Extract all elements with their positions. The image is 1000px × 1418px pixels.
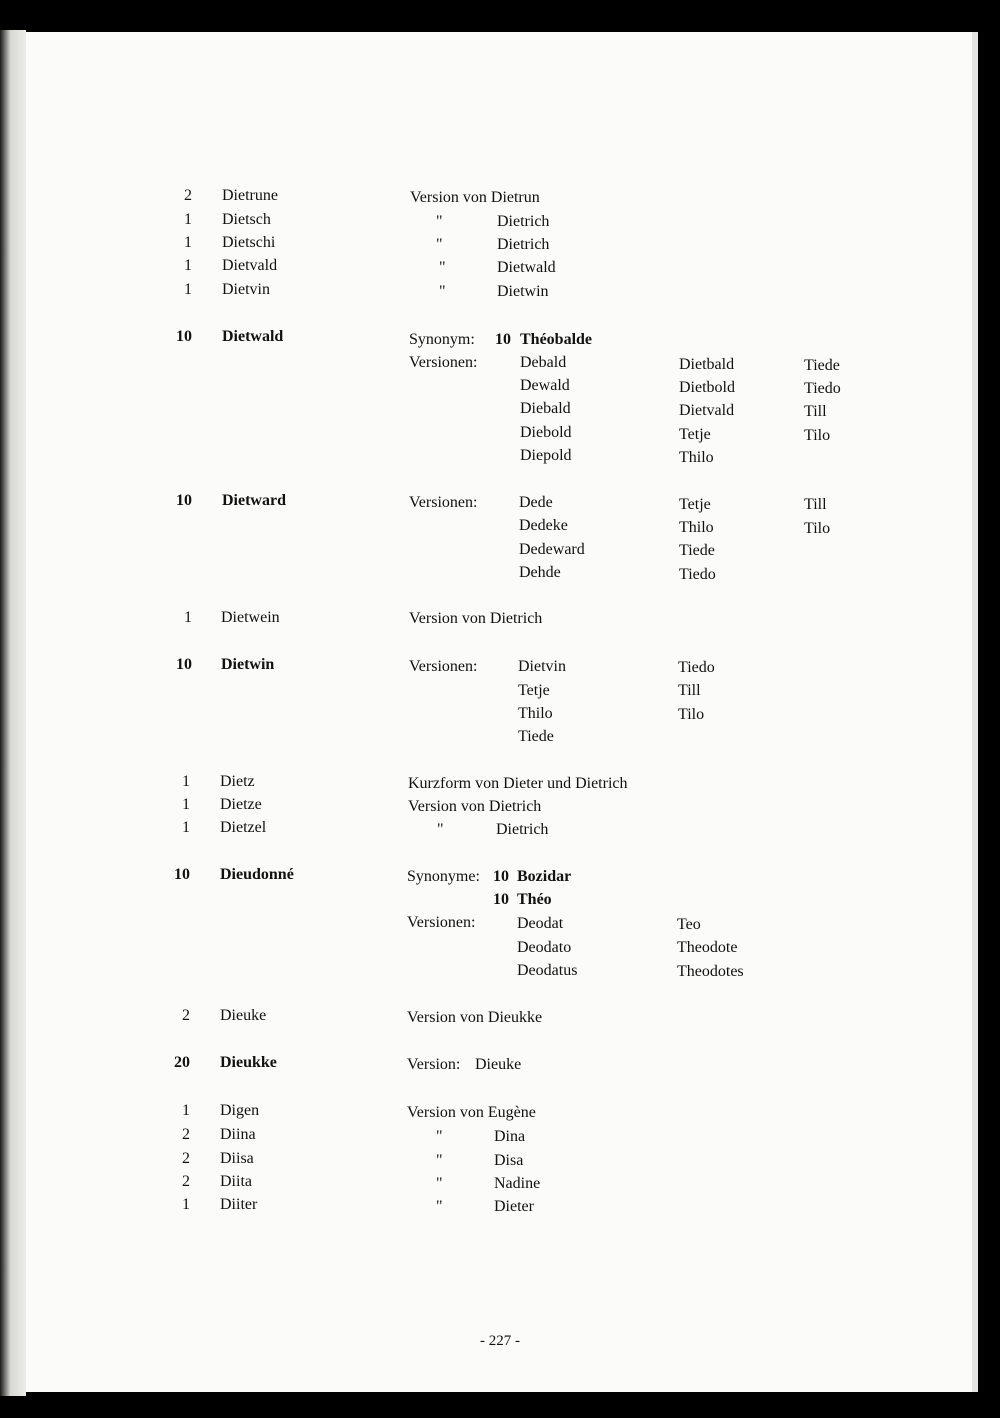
- version-name: Thilo: [518, 705, 553, 722]
- entry-count: 2: [182, 1150, 190, 1167]
- version-name: Till: [804, 496, 827, 513]
- version-name: Theodote: [677, 939, 738, 956]
- version-name: Tetje: [518, 682, 550, 699]
- entry-relation: Version von Dietrich: [408, 798, 542, 815]
- page-right-edge: [972, 32, 978, 1392]
- versions-label: Versionen:: [407, 914, 476, 931]
- version-name: Diebold: [520, 424, 572, 441]
- ditto-mark: ": [436, 213, 443, 230]
- version-name: Tiede: [518, 728, 554, 745]
- version-name: Deodat: [517, 915, 564, 932]
- version-name: Dewald: [520, 377, 570, 394]
- version-name: Deodatus: [517, 962, 578, 979]
- entry-name: Dieuke: [220, 1007, 267, 1024]
- version-name: Tiedo: [679, 566, 716, 583]
- entry-count: 2: [182, 1126, 190, 1143]
- entry-reference: Nadine: [494, 1175, 541, 1192]
- version-name: Diebald: [520, 400, 571, 417]
- entry-name: Digen: [220, 1102, 260, 1119]
- versions-label: Versionen:: [409, 494, 478, 511]
- version-name: Dede: [519, 494, 553, 511]
- version-name: Deodato: [517, 939, 572, 956]
- synonym-count: 10: [493, 868, 509, 885]
- entry-reference: Dieter: [494, 1198, 534, 1215]
- entry-relation: Version:: [407, 1056, 461, 1073]
- ditto-mark: ": [436, 1175, 443, 1192]
- ditto-mark: ": [439, 283, 446, 300]
- entry-name: Diita: [220, 1173, 252, 1190]
- entry-count: 1: [184, 281, 192, 298]
- version-name: Thilo: [679, 519, 714, 536]
- version-name: Tilo: [804, 427, 831, 444]
- synonym-count: 10: [495, 331, 511, 348]
- version-name: Tiede: [679, 542, 715, 559]
- version-name: Tetje: [679, 426, 711, 443]
- entry-relation: Version von Eugène: [407, 1104, 536, 1121]
- entry-name: Dietwald: [222, 328, 284, 345]
- entry-name: Dietwein: [221, 609, 280, 626]
- version-name: Till: [804, 403, 827, 420]
- entry-relation: Version von Dieukke: [407, 1009, 543, 1026]
- entry-name: Diina: [220, 1126, 256, 1143]
- entry-count: 1: [182, 796, 190, 813]
- entry-count: 1: [182, 773, 190, 790]
- entry-name: Diisa: [220, 1150, 254, 1167]
- version-name: Dietbold: [679, 379, 735, 396]
- ditto-mark: ": [436, 236, 443, 253]
- entry-name: Dietvin: [222, 281, 270, 298]
- entry-count: 10: [176, 492, 192, 509]
- entry-count: 2: [182, 1173, 190, 1190]
- entry-relation: Version von Dietrich: [409, 610, 543, 627]
- entry-count: 1: [184, 609, 192, 626]
- entry-count: 1: [182, 1196, 190, 1213]
- version-name: Dietvin: [518, 658, 566, 675]
- entry-count: 10: [174, 866, 190, 883]
- entry-name: Dietsch: [222, 211, 271, 228]
- version-name: Dehde: [519, 564, 561, 581]
- entry-name: Dietwin: [221, 656, 275, 673]
- entry-name: Dietvald: [222, 257, 278, 274]
- ditto-mark: ": [436, 1152, 443, 1169]
- entry-name: Dietze: [220, 796, 262, 813]
- entry-reference: Dietrich: [497, 236, 550, 253]
- entry-reference: Dietrich: [497, 213, 550, 230]
- synonym-name: Bozidar: [517, 868, 572, 885]
- entry-reference: Dietrich: [496, 821, 549, 838]
- version-name: Tetje: [679, 496, 711, 513]
- entry-count: 1: [184, 234, 192, 251]
- version-name: Dietvald: [679, 402, 735, 419]
- ditto-mark: ": [439, 259, 446, 276]
- synonym-name: Théobalde: [520, 331, 593, 348]
- entry-count: 1: [182, 1102, 190, 1119]
- page-binding-edge: [0, 30, 26, 1396]
- synonyms-label: Synonyme:: [407, 868, 480, 885]
- version-name: Tiedo: [804, 380, 841, 397]
- entry-reference: Dietwald: [497, 259, 556, 276]
- entry-relation: Version von Dietrun: [410, 189, 540, 206]
- entry-relation: Kurzform von Dieter und Dietrich: [408, 775, 628, 792]
- ditto-mark: ": [437, 821, 444, 838]
- entry-name: Diiter: [220, 1196, 258, 1213]
- version-name: Debald: [520, 354, 567, 371]
- ditto-mark: ": [436, 1198, 443, 1215]
- synonym-count: 10: [493, 891, 509, 908]
- version-name: Tilo: [804, 520, 831, 537]
- entry-name: Dietz: [220, 773, 255, 790]
- entry-count: 2: [182, 1007, 190, 1024]
- version-name: Till: [678, 682, 701, 699]
- entry-reference: Dieuke: [475, 1056, 522, 1073]
- entry-reference: Disa: [494, 1152, 524, 1169]
- version-name: Dietbald: [679, 356, 735, 373]
- ditto-mark: ": [436, 1128, 443, 1145]
- entry-name: Dietrune: [222, 187, 278, 204]
- entry-count: 10: [176, 656, 192, 673]
- entry-count: 20: [174, 1054, 190, 1071]
- entry-count: 1: [184, 257, 192, 274]
- version-name: Dedeke: [519, 517, 568, 534]
- version-name: Theodotes: [677, 963, 744, 980]
- entry-count: 1: [182, 819, 190, 836]
- synonym-name: Théo: [517, 891, 552, 908]
- version-name: Tiede: [804, 357, 840, 374]
- entry-count: 10: [176, 328, 192, 345]
- version-name: Dedeward: [519, 541, 585, 558]
- entry-reference: Dietwin: [497, 283, 549, 300]
- version-name: Teo: [677, 916, 701, 933]
- versions-label: Versionen:: [409, 354, 478, 371]
- entry-reference: Dina: [494, 1128, 526, 1145]
- entry-name: Dietschi: [222, 234, 276, 251]
- entry-name: Dietzel: [220, 819, 267, 836]
- synonym-label: Synonym:: [409, 331, 475, 348]
- entry-name: Dieukke: [220, 1054, 277, 1071]
- entry-name: Dietward: [222, 492, 286, 509]
- version-name: Tilo: [678, 706, 705, 723]
- version-name: Tiedo: [678, 659, 715, 676]
- entry-name: Dieudonné: [220, 866, 294, 883]
- entry-count: 1: [184, 211, 192, 228]
- version-name: Thilo: [679, 449, 714, 466]
- versions-label: Versionen:: [409, 658, 478, 675]
- page-number: - 227 -: [480, 1333, 520, 1349]
- entry-count: 2: [184, 187, 192, 204]
- version-name: Diepold: [520, 447, 572, 464]
